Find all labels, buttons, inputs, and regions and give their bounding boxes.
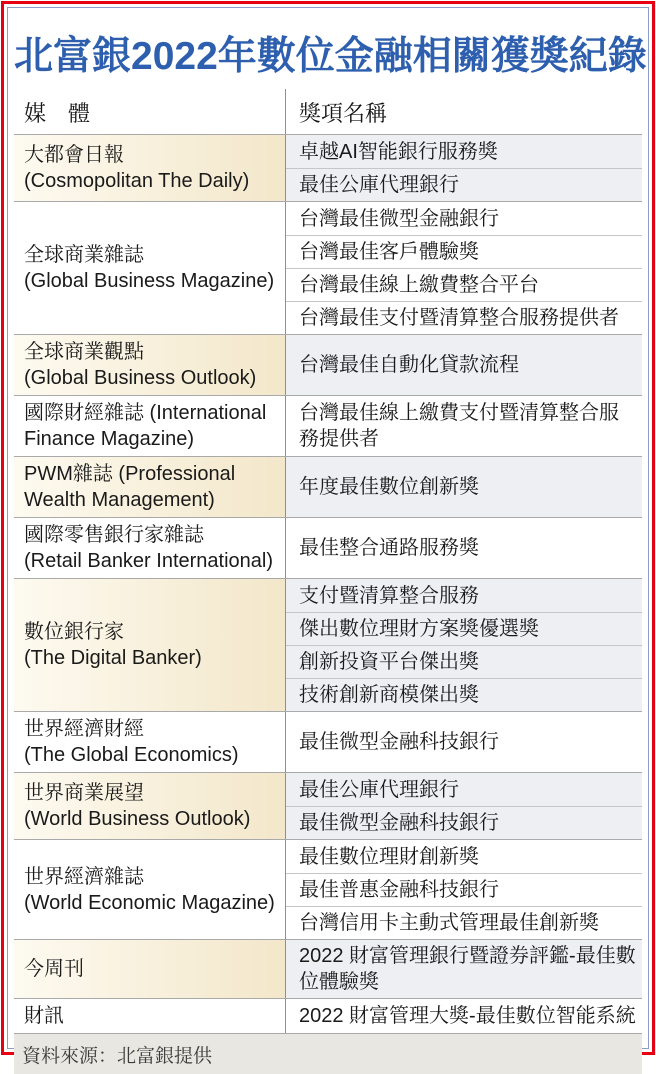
media-name-line: (Cosmopolitan The Daily) (24, 170, 250, 192)
award-cell (286, 873, 642, 906)
table-row-group (14, 939, 642, 998)
award-cell (286, 612, 642, 645)
page-title: 北富銀2022年數位金融相關獲獎紀錄 (14, 35, 647, 78)
award-cell (286, 906, 642, 939)
awards-cell-stack (286, 940, 642, 998)
media-name-line: (The Digital Banker) (24, 647, 202, 669)
media-name-line: (World Economic Magazine) (24, 891, 275, 914)
content-frame (7, 7, 649, 1067)
media-name-line: (Retail Banker International) (24, 550, 274, 572)
award-text: 台灣最佳微型金融銀行 (299, 207, 499, 230)
award-cell (286, 940, 642, 998)
source-note: 資料來源：北富銀提供 (14, 1033, 642, 1074)
award-text: 2022 財富管理大獎-最佳數位智能系統 (299, 1005, 636, 1027)
media-cell (14, 773, 286, 839)
award-text: 最佳整合通路服務獎 (299, 537, 479, 559)
table-row-group (14, 772, 642, 839)
column-header-award: 獎項名稱 (299, 101, 388, 126)
table-header-row (14, 89, 642, 135)
award-cell (286, 773, 642, 806)
media-cell (14, 457, 286, 517)
table-row-group (14, 395, 642, 456)
award-cell (286, 335, 642, 395)
awards-cell-stack (286, 135, 642, 201)
awards-cell-stack (286, 840, 642, 939)
media-name-line: (Global Business Outlook) (24, 367, 257, 389)
award-cell (286, 268, 642, 301)
award-cell (286, 840, 642, 873)
media-name-line: (Global Business Magazine) (24, 270, 275, 292)
table-row-group (14, 201, 642, 334)
awards-cell-stack (286, 335, 642, 395)
media-cell (14, 202, 286, 334)
table-body (14, 135, 642, 1033)
award-text: 支付暨清算整合服務 (299, 584, 479, 607)
table-row-group (14, 711, 642, 772)
award-text: 最佳公庫代理銀行 (299, 174, 459, 196)
award-cell (286, 396, 642, 456)
award-cell (286, 579, 642, 612)
award-text: 卓越AI智能銀行服務獎 (299, 140, 498, 163)
media-name-line: 今周刊 (24, 958, 84, 980)
media-name-line: 世界經濟財經 (24, 718, 144, 740)
award-text: 台灣最佳線上繳費整合平台 (299, 274, 539, 296)
awards-cell-stack (286, 457, 642, 517)
award-text: 台灣最佳線上繳費支付暨清算整合服務提供者 (299, 402, 619, 450)
page-frame (1, 1, 655, 1067)
award-cell (286, 645, 642, 678)
award-text: 最佳公庫代理銀行 (299, 778, 459, 801)
awards-cell-stack (286, 579, 642, 711)
table-row-group (14, 998, 642, 1033)
media-name-line: 財訊 (24, 1005, 64, 1027)
table-row-group (14, 135, 642, 201)
media-cell (14, 135, 286, 201)
award-cell (286, 678, 642, 711)
award-cell (286, 518, 642, 578)
column-header-media: 媒 體 (14, 89, 286, 134)
award-cell (286, 168, 642, 201)
table-row-group (14, 456, 642, 517)
media-name-line: 數位銀行家 (24, 621, 124, 643)
award-text: 最佳微型金融科技銀行 (299, 812, 499, 834)
media-name-line: Wealth Management) (24, 489, 215, 511)
media-cell (14, 518, 286, 578)
award-text: 最佳數位理財創新獎 (299, 845, 479, 868)
table-row-group (14, 334, 642, 395)
award-text: 台灣最佳客戶體驗獎 (299, 241, 479, 263)
awards-cell-stack (286, 999, 642, 1033)
awards-cell-stack (286, 773, 642, 839)
media-name-line: 國際財經雜誌 (International (24, 402, 267, 424)
award-text: 年度最佳數位創新獎 (299, 476, 479, 498)
table-row-group (14, 517, 642, 578)
award-text: 台灣最佳支付暨清算整合服務提供者 (299, 307, 619, 329)
media-name-line: 世界經濟雜誌 (24, 865, 144, 888)
awards-cell-stack (286, 712, 642, 772)
media-cell (14, 999, 286, 1033)
award-cell (286, 202, 642, 235)
awards-cell-stack (286, 202, 642, 334)
media-cell (14, 579, 286, 711)
award-text: 最佳微型金融科技銀行 (299, 731, 499, 753)
media-name-line: 世界商業展望 (24, 782, 144, 804)
award-cell (286, 999, 642, 1033)
media-name-line: Finance Magazine) (24, 428, 195, 450)
media-cell (14, 335, 286, 395)
media-cell (14, 396, 286, 456)
media-cell (14, 712, 286, 772)
award-text: 台灣信用卡主動式管理最佳創新獎 (299, 912, 599, 934)
media-cell (14, 940, 286, 998)
awards-cell-stack (286, 518, 642, 578)
award-text: 創新投資平台傑出獎 (299, 651, 479, 673)
award-cell (286, 806, 642, 839)
award-cell (286, 235, 642, 268)
award-cell (286, 135, 642, 168)
awards-cell-stack (286, 396, 642, 456)
award-text: 傑出數位理財方案獎優選獎 (299, 618, 539, 640)
media-name-line: PWM雜誌 (Professional (24, 463, 236, 485)
media-name-line: 全球商業雜誌 (24, 244, 144, 266)
award-cell (286, 301, 642, 334)
award-text: 最佳普惠金融科技銀行 (299, 879, 499, 901)
award-cell (286, 457, 642, 517)
media-name-line: 全球商業觀點 (24, 341, 144, 363)
award-text: 2022 財富管理銀行暨證券評鑑-最佳數位體驗獎 (299, 945, 636, 993)
award-text: 技術創新商模傑出獎 (299, 684, 479, 706)
media-name-line: 大都會日報 (24, 144, 124, 166)
table-row-group (14, 578, 642, 711)
media-name-line: (World Business Outlook) (24, 808, 251, 830)
media-name-line: (The Global Economics) (24, 744, 239, 766)
award-text: 台灣最佳自動化貸款流程 (299, 354, 519, 376)
media-cell (14, 840, 286, 939)
media-name-line: 國際零售銀行家雜誌 (24, 524, 204, 546)
award-cell (286, 712, 642, 772)
table-row-group (14, 839, 642, 939)
